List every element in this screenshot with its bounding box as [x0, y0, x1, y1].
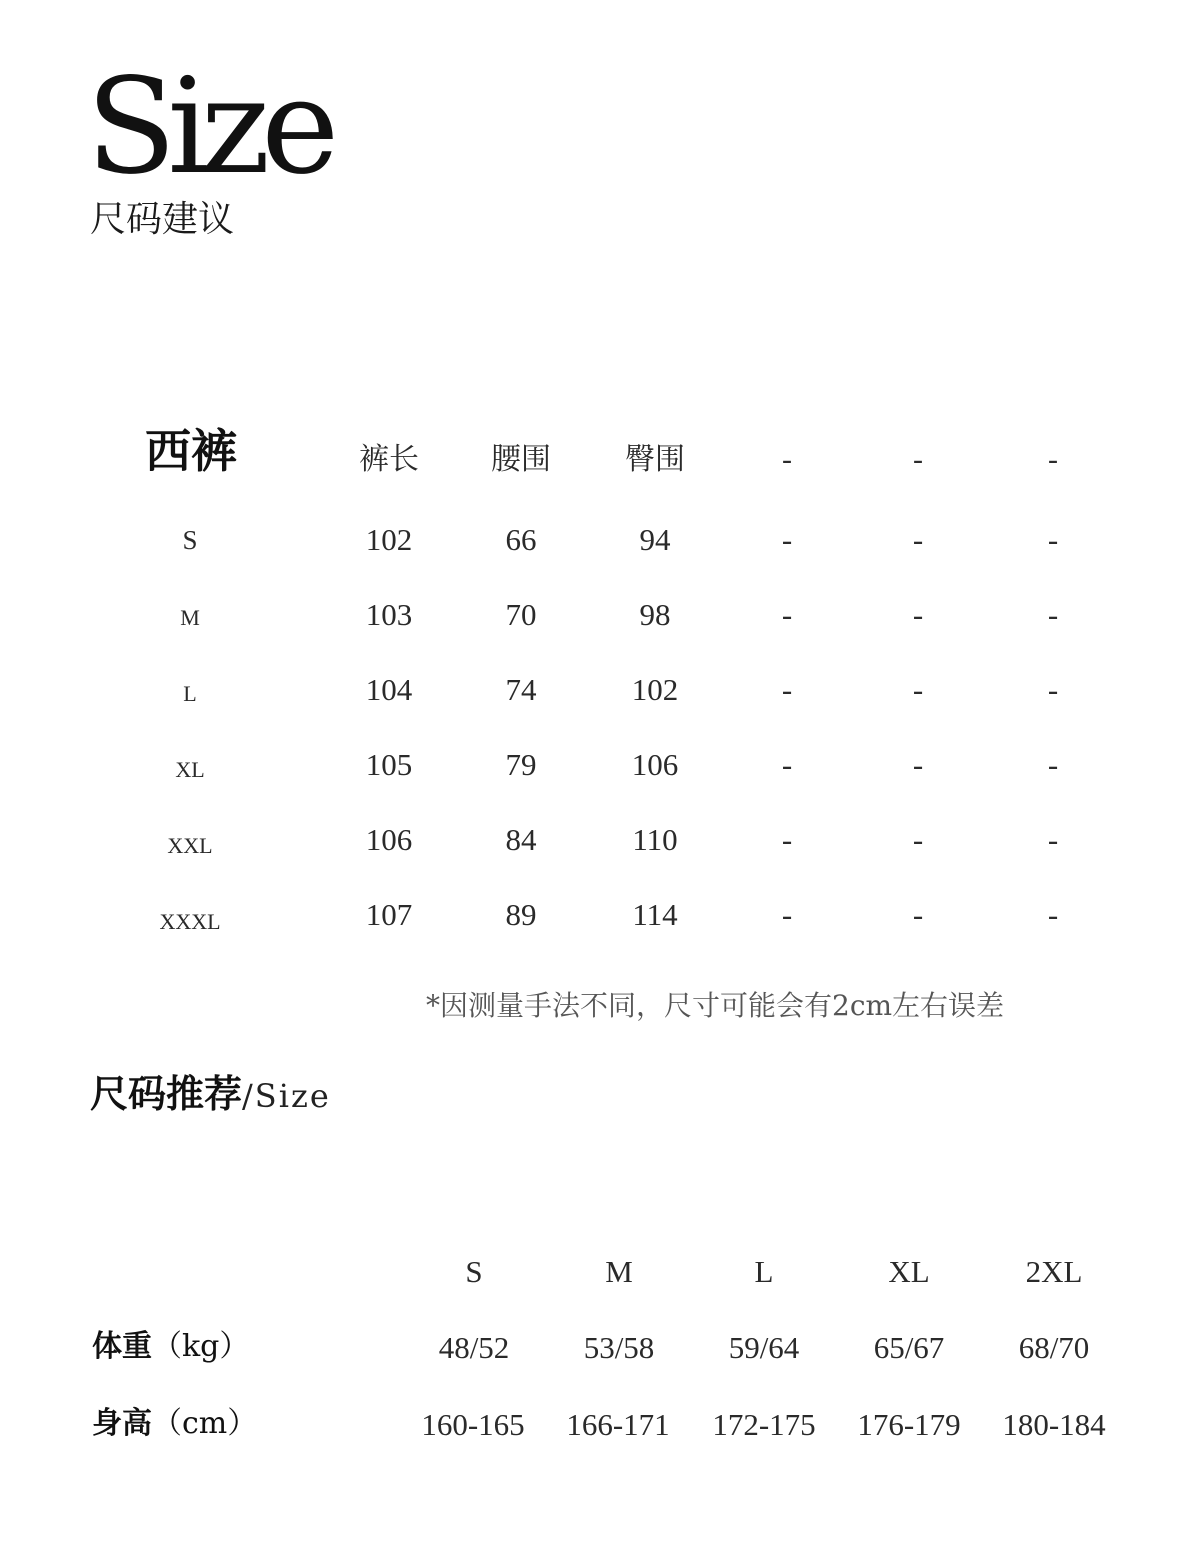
- table-cell: 166-171: [566, 1407, 670, 1442]
- table-cell: -: [912, 672, 924, 707]
- table-cell: 160-165: [421, 1407, 525, 1442]
- column-header: 臀围: [625, 443, 685, 476]
- table-cell: 53/58: [583, 1330, 655, 1365]
- size-label: XXL: [167, 833, 213, 858]
- row-label: [92, 1404, 257, 1444]
- table-cell: -: [781, 822, 793, 857]
- size-label: L: [183, 681, 197, 706]
- row-label-cn: 身高: [92, 1406, 152, 1441]
- row-label-unit: （kg）: [152, 1329, 250, 1364]
- table-cell: 98: [639, 597, 671, 632]
- table-cell: -: [1047, 747, 1059, 782]
- recommendation-title-cn: 尺码推荐: [90, 1071, 243, 1116]
- table-category: 西裤: [145, 426, 237, 477]
- table-cell: 84: [505, 822, 537, 857]
- row-label-unit: （cm）: [152, 1406, 258, 1441]
- column-header: 裤长: [359, 443, 419, 476]
- table-cell: -: [781, 897, 793, 932]
- column-header: -: [1048, 443, 1058, 476]
- table-cell: -: [781, 672, 793, 707]
- table-cell: -: [1047, 822, 1059, 857]
- column-header: -: [913, 443, 923, 476]
- table-cell: 94: [639, 522, 671, 557]
- table-cell: 70: [505, 597, 537, 632]
- table-cell: 66: [505, 522, 537, 557]
- recommendation-size: S: [465, 1254, 483, 1289]
- table-cell: 176-179: [857, 1407, 961, 1442]
- recommendation-size: M: [605, 1254, 633, 1289]
- table-cell: -: [912, 747, 924, 782]
- table-cell: -: [781, 597, 793, 632]
- table-cell: 105: [365, 747, 413, 782]
- recommendation-size: L: [754, 1254, 774, 1289]
- size-label: M: [180, 605, 200, 630]
- size-label: XL: [175, 757, 205, 782]
- column-header: -: [782, 443, 792, 476]
- size-label: S: [182, 525, 198, 555]
- recommendation-title-en: /Size: [242, 1077, 331, 1115]
- table-cell: -: [1047, 672, 1059, 707]
- table-cell: -: [781, 747, 793, 782]
- table-cell: 180-184: [1002, 1407, 1106, 1442]
- table-cell: -: [781, 522, 793, 557]
- table-cell: 59/64: [728, 1330, 800, 1365]
- table-cell: 114: [632, 897, 678, 932]
- recommendation-size: 2XL: [1025, 1254, 1083, 1289]
- table-cell: -: [912, 522, 924, 557]
- table-cell: 104: [365, 672, 413, 707]
- page-subtitle: 尺码建议: [90, 199, 235, 240]
- measurement-note: *因测量手法不同，尺寸可能会有2cm左右误差: [426, 989, 1005, 1022]
- page-title: Size: [86, 50, 331, 204]
- table-cell: 48/52: [438, 1330, 510, 1365]
- table-cell: 102: [365, 522, 413, 557]
- table-cell: -: [1047, 897, 1059, 932]
- table-cell: 102: [631, 672, 679, 707]
- table-cell: 89: [505, 897, 537, 932]
- table-cell: 65/67: [873, 1330, 945, 1365]
- size-label: XXXL: [159, 909, 221, 934]
- row-label: [92, 1327, 249, 1367]
- row-label-cn: 体重: [92, 1329, 152, 1364]
- table-cell: -: [1047, 522, 1059, 557]
- table-cell: -: [912, 597, 924, 632]
- table-cell: 110: [632, 822, 678, 857]
- table-cell: 103: [365, 597, 413, 632]
- recommendation-title: [90, 1068, 331, 1128]
- table-cell: 172-175: [712, 1407, 816, 1442]
- table-cell: 74: [505, 672, 537, 707]
- table-cell: 107: [365, 897, 413, 932]
- table-cell: 79: [505, 747, 537, 782]
- column-header: 腰围: [491, 443, 551, 476]
- table-cell: -: [1047, 597, 1059, 632]
- table-cell: -: [912, 822, 924, 857]
- table-cell: 68/70: [1018, 1330, 1090, 1365]
- table-cell: 106: [631, 747, 679, 782]
- table-cell: -: [912, 897, 924, 932]
- table-cell: 106: [365, 822, 413, 857]
- recommendation-size: XL: [888, 1254, 930, 1289]
